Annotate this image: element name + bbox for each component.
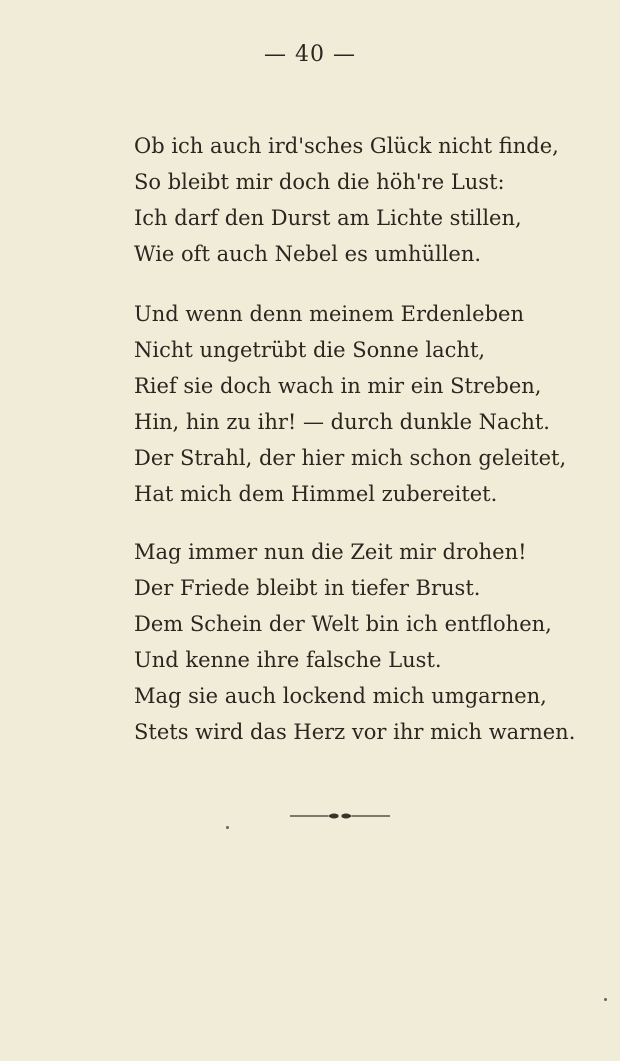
page-number: — 40 — [264, 42, 356, 67]
verse-line: Hat mich dem Himmel zubereitet. [134, 482, 498, 506]
stanza-3 [134, 534, 575, 750]
verse-line: So bleibt mir doch die höh're Lust: [134, 170, 505, 194]
verse-line: Mag immer nun die Zeit mir drohen! [134, 540, 527, 564]
verse-line: Der Friede bleibt in tiefer Brust. [134, 576, 481, 600]
stanza-1 [134, 128, 559, 272]
verse-line: Nicht ungetrübt die Sonne lacht, [134, 338, 486, 362]
verse-line: Ich darf den Durst am Lichte stillen, [134, 206, 522, 230]
paper-speck [604, 998, 607, 1001]
stanza-2 [134, 296, 566, 512]
verse-line: Wie oft auch Nebel es umhüllen. [134, 242, 482, 266]
verse-line: Stets wird das Herz vor ihr mich warnen. [134, 720, 576, 744]
verse-line: Der Strahl, der hier mich schon geleitet, [134, 446, 567, 470]
verse-line: Und kenne ihre falsche Lust. [134, 648, 442, 672]
verse-line: Hin, hin zu ihr! — durch dunkle Nacht. [134, 410, 550, 434]
verse-line: Dem Schein der Welt bin ich entflohen, [134, 612, 552, 636]
paper-speck [226, 826, 229, 829]
ornament-divider [288, 808, 392, 824]
verse-line: Und wenn denn meinem Erdenleben [134, 302, 524, 326]
verse-line: Mag sie auch lockend mich umgarnen, [134, 684, 547, 708]
verse-line: Rief sie doch wach in mir ein Streben, [134, 374, 542, 398]
verse-line: Ob ich auch ird'sches Glück nicht finde, [134, 134, 559, 158]
